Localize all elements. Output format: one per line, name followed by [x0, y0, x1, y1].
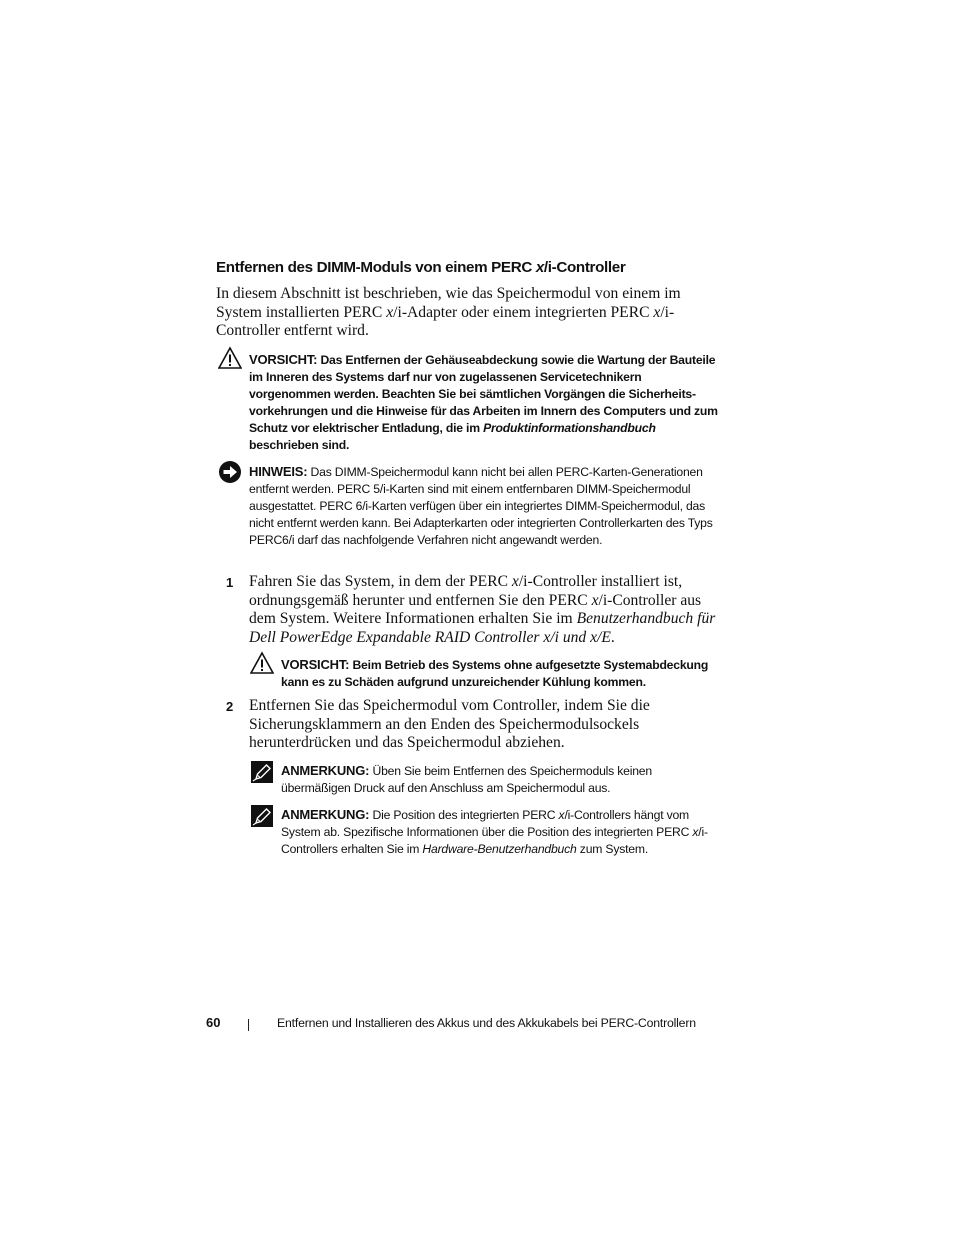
- caution-warning-icon-2: [250, 651, 274, 675]
- note1-text: Üben Sie beim Entfernen des Speichermoduls keinen übermäßigen Druck auf den Anschluss am Speichermodul aus.: [281, 764, 652, 795]
- section-heading: [216, 259, 776, 276]
- heading-text-pre: Entfernen des DIMM-Moduls von einem PERC: [216, 259, 536, 276]
- step1-text-4: .: [610, 628, 615, 646]
- intro-italic-2: x: [653, 303, 661, 321]
- step1-italic-1: x: [511, 573, 519, 590]
- step1-text-1: Fahren Sie das System, in dem der PERC: [249, 573, 512, 590]
- step-number-2: 2: [226, 699, 234, 714]
- note2-italic-1: x: [558, 808, 565, 822]
- note1-label: ANMERKUNG:: [281, 763, 370, 778]
- intro-text-2: /i-Adapter oder einem integrierten PERC: [393, 303, 654, 321]
- step-text-1: [249, 573, 719, 647]
- step1-italic-3: Benutzerhandbuch für Dell PowerEdge Expandable RAID Controller x/i und x/E: [249, 610, 716, 646]
- step-number-1: 1: [226, 575, 234, 590]
- anmerkung-note-1: [281, 762, 721, 797]
- caution-text-2: beschrieben sind.: [249, 438, 350, 452]
- footer-chapter-title: Entfernen und Installieren des Akkus und des Akkukabels bei PERC-Controllern: [277, 1016, 696, 1030]
- caution-notice: [249, 351, 719, 454]
- note2-text-2: /i-Controllers hängt vom System ab. Spezifische Informationen über die Position des integrierten PERC: [281, 808, 693, 839]
- note2-text-4: zum System.: [576, 842, 649, 856]
- page-number: 60: [206, 1015, 221, 1030]
- intro-italic-1: x: [386, 303, 394, 321]
- note-pencil-icon: [250, 760, 274, 784]
- intro-text-3: /i-Controller entfernt wird.: [216, 303, 675, 340]
- intro-paragraph: [216, 285, 686, 341]
- note-pencil-icon-2: [250, 804, 274, 828]
- step1-italic-2: x: [591, 591, 599, 609]
- hinweis-text: Das DIMM-Speichermodul kann nicht bei allen PERC-Karten-Generationen entfernt werden. PERC 5/i-Karten sind mit einem entfernbaren DIMM-Speichermodul ausgestattet. PERC 6/i-Karten verfügen über ein integriertes DIMM-Speichermodul, das nicht entfernt werden kann. Bei Adapterkarten oder integrierten Controllerkarten des Typs PERC6/i darf das nachfolgende Verfahren nicht angewandt werden.: [249, 465, 713, 547]
- heading-text-post: /i-Controller: [543, 259, 626, 276]
- notice-arrow-icon: [218, 460, 242, 484]
- note2-label: ANMERKUNG:: [281, 807, 370, 822]
- note2-italic-2: x: [692, 825, 699, 839]
- hinweis-notice: [249, 463, 719, 549]
- note2-text-3: /i-Controllers erhalten Sie im: [281, 825, 708, 856]
- note2-italic-3: Hardware-Benutzerhandbuch: [422, 842, 577, 856]
- caution2-text: Beim Betrieb des Systems ohne aufgesetzte Systemabdeckung kann es zu Schäden aufgrund unzureichender Kühlung kommen.: [281, 658, 709, 689]
- caution-text-1: Das Entfernen der Gehäuseabdeckung sowie die Wartung der Bauteile im Inneren des Systems darf nur von zugelassenen Servicetechnikern vorgenommen werden. Beachten Sie bei sämtlichen Vorgängen die Sicherheits-vorkehrungen und die Hinweise für das Arbeiten im Innern des Computers und zum Schutz vor elektrischer Entladung, die im: [249, 353, 718, 435]
- intro-text-1: In diesem Abschnitt ist beschrieben, wie das Speichermodul von einem im System installierten PERC: [216, 285, 681, 321]
- step-text-2: Entfernen Sie das Speichermodul vom Controller, indem Sie die Sicherungsklammern an den Enden des Speichermodulsockels herunterdrücken und das Speichermodul abziehen.: [249, 697, 650, 752]
- anmerkung-note-2: [281, 806, 721, 858]
- step1-text-3: /i-Controller aus dem System. Weitere Informationen erhalten Sie im: [249, 591, 702, 628]
- caution-italic-1: Produktinformationshandbuch: [483, 421, 656, 435]
- caution-warning-icon: [218, 346, 242, 370]
- step1-text-2: /i-Controller installiert ist, ordnungsgemäß herunter und entfernen Sie den PERC: [249, 573, 683, 609]
- caution-label: VORSICHT:: [249, 352, 318, 367]
- hinweis-label: HINWEIS:: [249, 464, 308, 479]
- caution-notice-2: [281, 656, 721, 691]
- footer-divider: [248, 1019, 249, 1031]
- note2-text-1: Die Position des integrierten PERC: [369, 808, 559, 822]
- caution2-label: VORSICHT:: [281, 657, 350, 672]
- heading-text-italic: x: [535, 259, 544, 276]
